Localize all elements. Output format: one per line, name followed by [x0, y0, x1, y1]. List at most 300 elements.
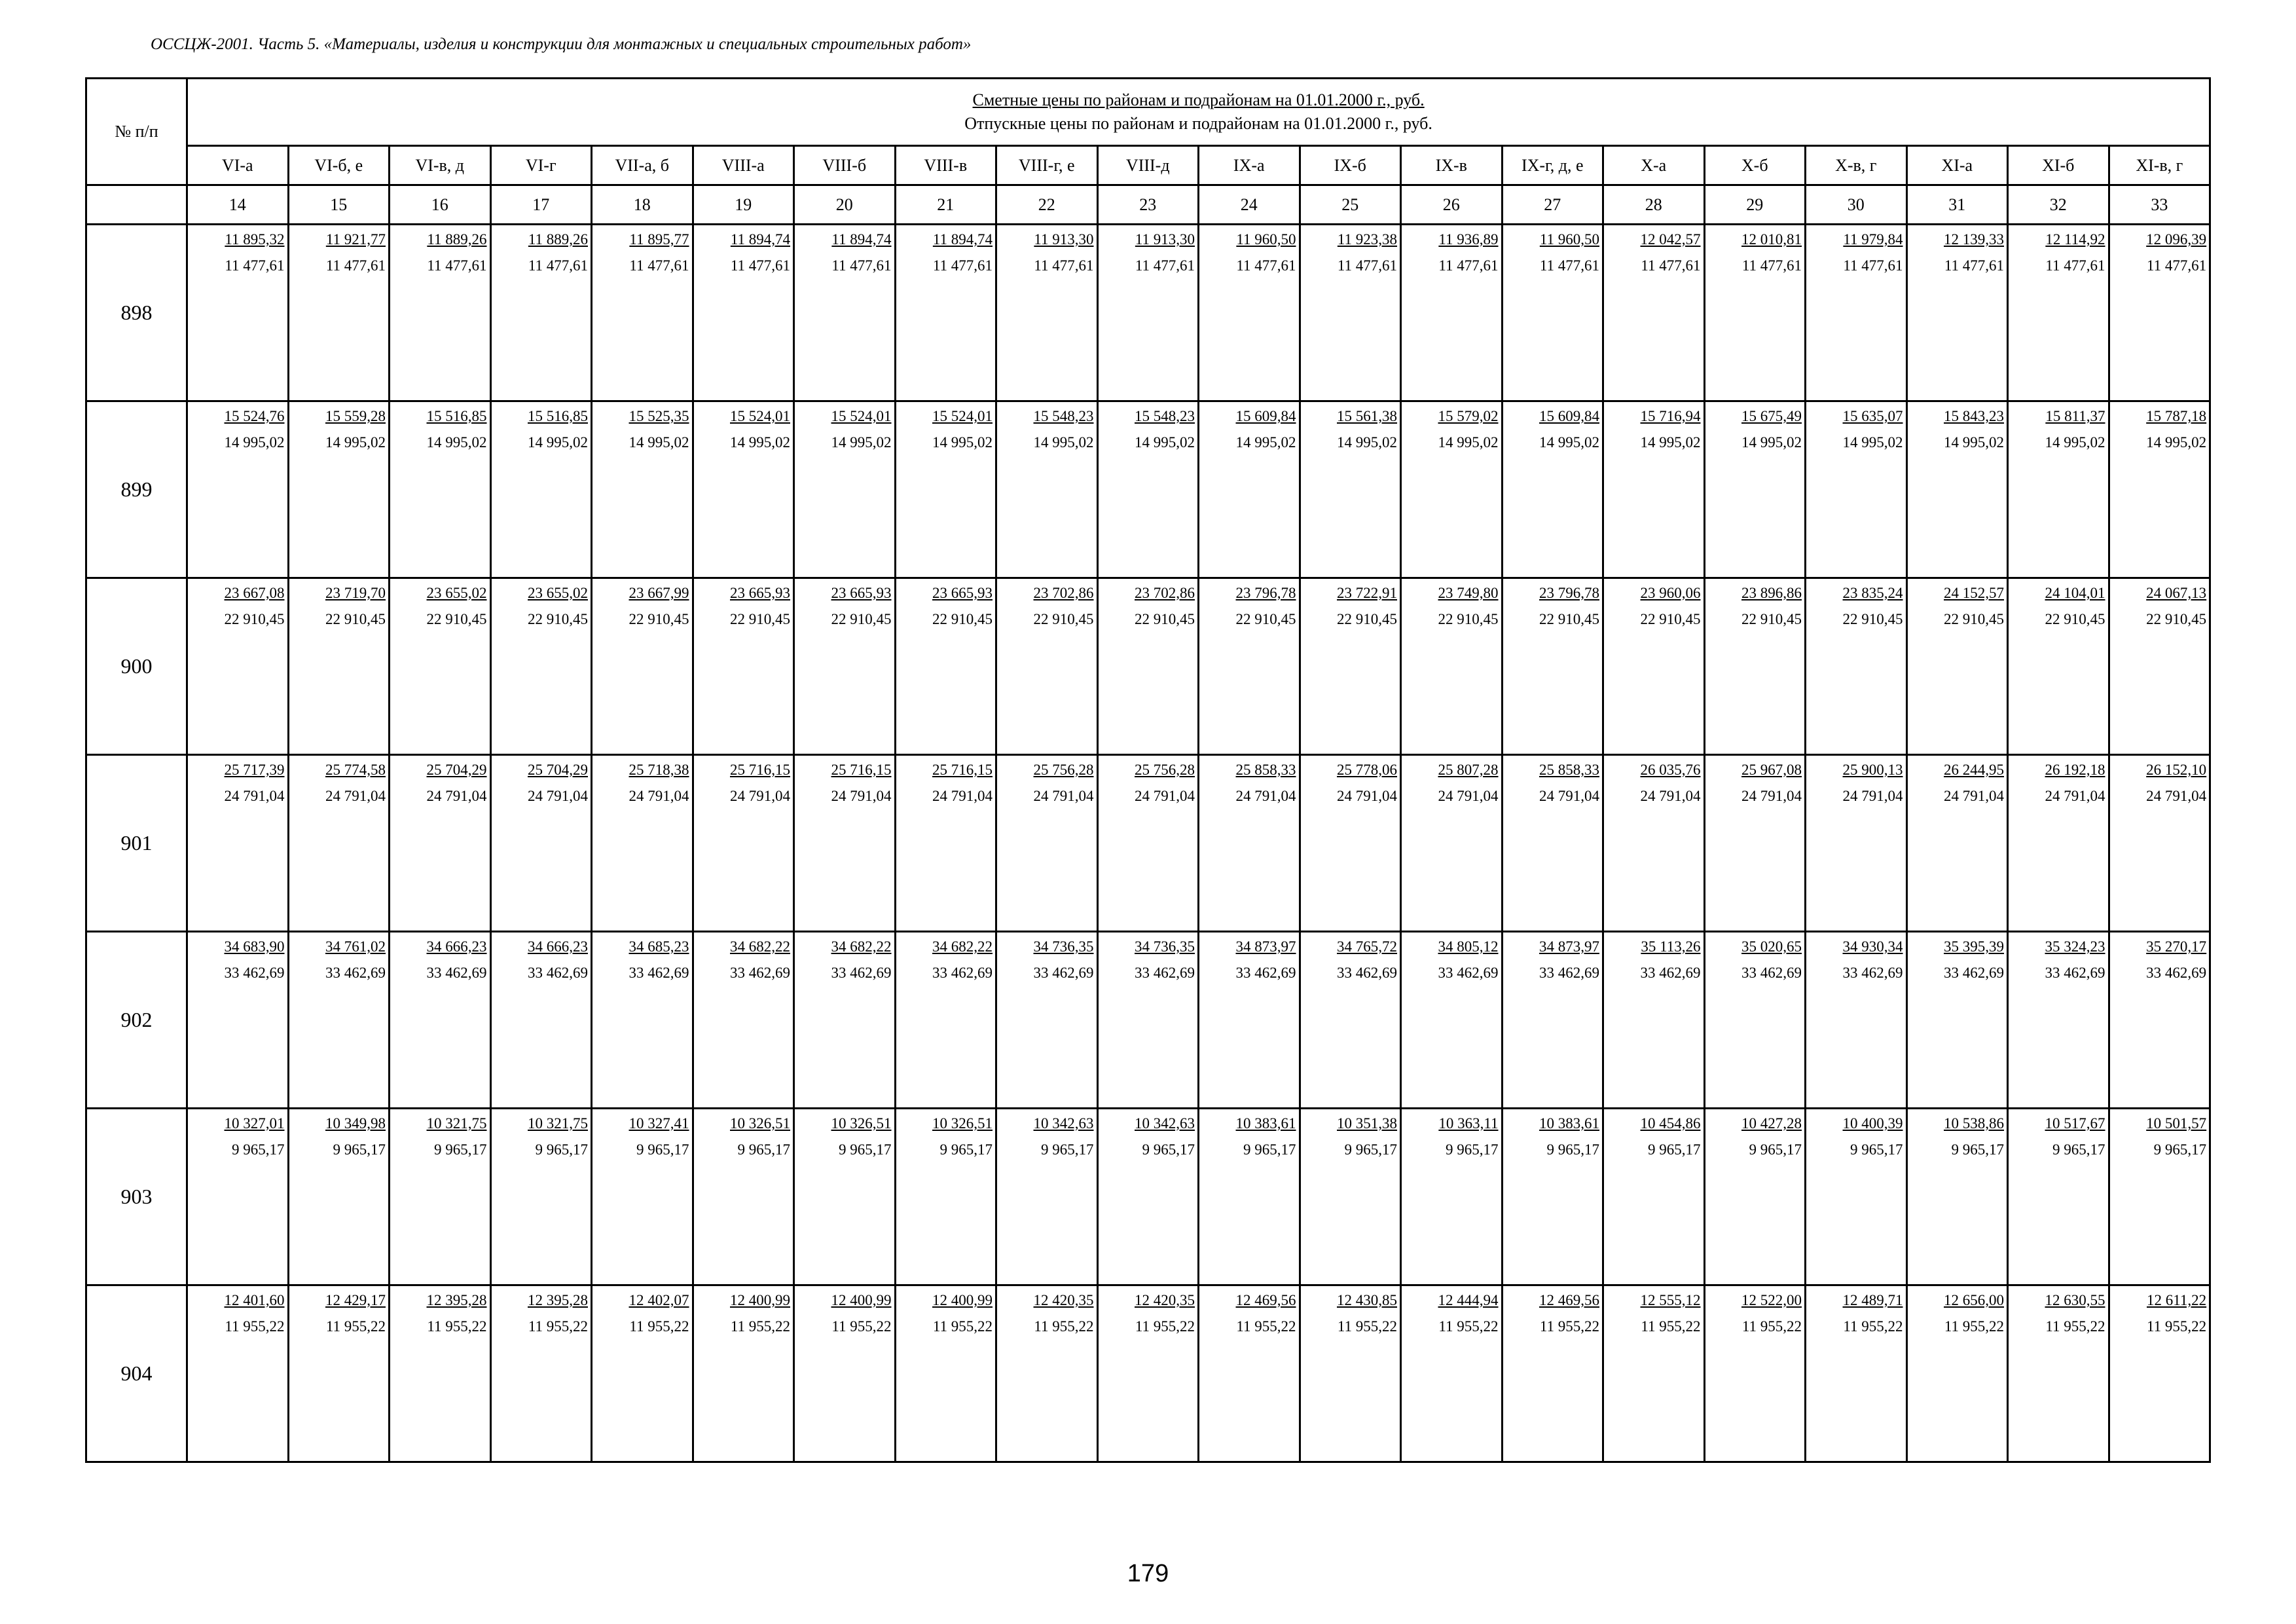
estimate-price: 23 655,02	[426, 585, 487, 601]
column-number: 28	[1603, 185, 1705, 225]
table-body	[86, 225, 2210, 1462]
release-price: 14 995,02	[730, 434, 790, 451]
release-price: 14 995,02	[1033, 434, 1094, 451]
release-price: 14 995,02	[1135, 434, 1195, 451]
price-cell	[1097, 401, 1199, 578]
release-price: 11 955,22	[730, 1318, 790, 1335]
estimate-price: 12 400,99	[932, 1292, 993, 1308]
column-number: 14	[187, 185, 289, 225]
estimate-price: 12 630,55	[2045, 1292, 2105, 1308]
estimate-price: 11 913,30	[1034, 231, 1094, 248]
release-price: 14 995,02	[325, 434, 386, 451]
estimate-price: 12 402,07	[629, 1292, 689, 1308]
release-price: 14 995,02	[1640, 434, 1701, 451]
estimate-price: 11 894,74	[831, 231, 892, 248]
row-number: 904	[86, 1285, 187, 1462]
release-price: 14 995,02	[932, 434, 993, 451]
estimate-price: 26 244,95	[1944, 762, 2004, 778]
release-price: 22 910,45	[2146, 611, 2207, 627]
column-number: 22	[996, 185, 1098, 225]
estimate-price: 35 270,17	[2146, 938, 2207, 955]
estimate-price: 15 787,18	[2146, 408, 2207, 424]
price-cell	[490, 578, 592, 755]
estimate-price: 15 716,94	[1640, 408, 1701, 424]
estimate-price: 24 104,01	[2045, 585, 2105, 601]
estimate-price: 15 843,23	[1944, 408, 2004, 424]
release-price: 11 955,22	[2147, 1318, 2207, 1335]
price-cell	[1603, 401, 1705, 578]
release-price: 33 462,69	[426, 965, 487, 981]
price-cell	[1906, 401, 2008, 578]
estimate-price: 25 756,28	[1135, 762, 1195, 778]
estimate-price: 10 321,75	[426, 1115, 487, 1132]
price-cell	[1704, 1285, 1806, 1462]
estimate-price: 25 774,58	[325, 762, 386, 778]
release-price: 11 477,61	[1944, 257, 2004, 274]
release-price: 22 910,45	[1033, 611, 1094, 627]
region-header: VIII-а	[693, 146, 794, 185]
price-cell	[390, 1109, 491, 1285]
release-price: 24 791,04	[2045, 788, 2105, 804]
release-price: 11 955,22	[1236, 1318, 1296, 1335]
release-price: 11 955,22	[831, 1318, 892, 1335]
region-header: VII-а, б	[592, 146, 693, 185]
estimate-price: 23 796,78	[1235, 585, 1296, 601]
release-price: 11 955,22	[427, 1318, 487, 1335]
price-cell	[1097, 1109, 1199, 1285]
price-cell	[490, 225, 592, 401]
price-cell	[2109, 578, 2210, 755]
column-number: 25	[1300, 185, 1401, 225]
release-price: 33 462,69	[932, 965, 993, 981]
release-price: 33 462,69	[1337, 965, 1397, 981]
price-cell	[895, 401, 996, 578]
estimate-price: 25 704,29	[528, 762, 588, 778]
region-header: VI-г	[490, 146, 592, 185]
release-price: 24 791,04	[1033, 788, 1094, 804]
estimate-price: 11 894,74	[730, 231, 790, 248]
estimate-price: 11 936,89	[1438, 231, 1499, 248]
price-cell	[794, 225, 896, 401]
row-number-header: № п/п	[86, 79, 187, 185]
estimate-price: 10 383,61	[1539, 1115, 1599, 1132]
release-price: 24 791,04	[1640, 788, 1701, 804]
estimate-price: 11 895,77	[629, 231, 689, 248]
price-cell	[996, 755, 1098, 932]
price-cell	[1300, 1109, 1401, 1285]
release-price: 11 955,22	[1337, 1318, 1397, 1335]
price-cell	[2109, 1285, 2210, 1462]
price-cell	[996, 401, 1098, 578]
price-cell	[1401, 755, 1503, 932]
price-cell	[996, 578, 1098, 755]
table-header	[86, 79, 2210, 225]
estimate-price: 34 682,22	[932, 938, 993, 955]
release-price: 11 477,61	[2147, 257, 2207, 274]
release-price: 22 910,45	[1337, 611, 1397, 627]
table-row	[86, 401, 2210, 578]
estimate-price: 11 894,74	[932, 231, 993, 248]
price-cell	[1704, 1109, 1806, 1285]
release-price: 14 995,02	[1337, 434, 1397, 451]
estimate-price: 23 722,91	[1337, 585, 1397, 601]
region-header: IX-г, д, е	[1502, 146, 1603, 185]
estimate-price: 23 702,86	[1135, 585, 1195, 601]
price-cell	[1603, 755, 1705, 932]
price-cell	[1097, 1285, 1199, 1462]
price-cell	[390, 225, 491, 401]
release-price: 33 462,69	[1438, 965, 1499, 981]
price-cell	[1906, 1285, 2008, 1462]
price-cell	[187, 1109, 289, 1285]
estimate-price: 23 702,86	[1033, 585, 1094, 601]
estimate-price: 10 363,11	[1438, 1115, 1499, 1132]
release-price: 11 955,22	[1135, 1318, 1195, 1335]
release-price: 9 965,17	[2052, 1141, 2105, 1158]
release-price: 22 910,45	[224, 611, 285, 627]
release-price: 14 995,02	[1438, 434, 1499, 451]
price-cell	[1906, 225, 2008, 401]
estimate-price: 25 718,38	[629, 762, 689, 778]
release-price: 22 910,45	[629, 611, 689, 627]
estimate-price: 25 716,15	[730, 762, 790, 778]
table-row	[86, 1109, 2210, 1285]
release-price: 9 965,17	[1142, 1141, 1195, 1158]
estimate-price: 15 548,23	[1033, 408, 1094, 424]
release-price: 9 965,17	[232, 1141, 285, 1158]
release-price: 14 995,02	[426, 434, 487, 451]
estimate-price: 11 979,84	[1843, 231, 1903, 248]
release-price: 11 955,22	[1539, 1318, 1599, 1335]
release-price: 24 791,04	[224, 788, 285, 804]
release-price: 11 955,22	[1438, 1318, 1499, 1335]
price-cell	[490, 755, 592, 932]
price-cell	[1603, 932, 1705, 1109]
release-price: 24 791,04	[1944, 788, 2004, 804]
estimate-price: 23 896,86	[1741, 585, 1802, 601]
release-price: 14 995,02	[2146, 434, 2207, 451]
release-price: 9 965,17	[1951, 1141, 2004, 1158]
price-cell	[1199, 1109, 1300, 1285]
estimate-price: 15 609,84	[1539, 408, 1599, 424]
price-cell	[1300, 401, 1401, 578]
estimate-price: 15 635,07	[1842, 408, 1903, 424]
release-price: 24 791,04	[1842, 788, 1903, 804]
estimate-price: 23 749,80	[1438, 585, 1499, 601]
price-cell	[1300, 755, 1401, 932]
estimate-price: 34 666,23	[426, 938, 487, 955]
price-cell	[1401, 578, 1503, 755]
estimate-price: 10 538,86	[1944, 1115, 2004, 1132]
release-price: 11 955,22	[528, 1318, 588, 1335]
release-price: 9 965,17	[1446, 1141, 1499, 1158]
price-cell	[895, 1285, 996, 1462]
release-price: 24 791,04	[1438, 788, 1499, 804]
price-cell	[592, 1285, 693, 1462]
price-cell	[1704, 578, 1806, 755]
release-price: 33 462,69	[1539, 965, 1599, 981]
release-price: 22 910,45	[528, 611, 588, 627]
price-cell	[2008, 755, 2109, 932]
price-cell	[1097, 932, 1199, 1109]
release-price: 24 791,04	[1235, 788, 1296, 804]
price-cell	[490, 1285, 592, 1462]
estimate-price: 10 501,57	[2146, 1115, 2207, 1132]
price-cell	[2008, 225, 2109, 401]
release-price: 9 965,17	[2153, 1141, 2207, 1158]
price-cell	[1502, 1285, 1603, 1462]
estimate-price: 23 835,24	[1842, 585, 1903, 601]
estimate-price: 10 326,51	[730, 1115, 790, 1132]
release-price: 33 462,69	[325, 965, 386, 981]
column-number: 19	[693, 185, 794, 225]
column-number-blank	[86, 185, 187, 225]
release-price: 22 910,45	[932, 611, 993, 627]
estimate-price: 25 716,15	[831, 762, 892, 778]
price-cell	[1097, 225, 1199, 401]
price-cell	[187, 225, 289, 401]
estimate-price-title: Сметные цены по районам и подрайонам на 01.01.2000 г., руб.	[972, 90, 1425, 109]
price-cell	[693, 401, 794, 578]
release-price: 9 965,17	[939, 1141, 993, 1158]
estimate-price: 34 873,97	[1235, 938, 1296, 955]
price-cell	[794, 755, 896, 932]
estimate-price: 10 342,63	[1033, 1115, 1094, 1132]
estimate-price: 15 516,85	[426, 408, 487, 424]
price-cell	[693, 225, 794, 401]
price-cell	[1199, 578, 1300, 755]
price-cell	[1806, 1109, 1907, 1285]
release-price: 33 462,69	[2146, 965, 2207, 981]
estimate-price: 23 796,78	[1539, 585, 1599, 601]
estimate-price: 15 675,49	[1741, 408, 1802, 424]
price-cell	[1906, 932, 2008, 1109]
column-number: 32	[2008, 185, 2109, 225]
estimate-price: 12 522,00	[1741, 1292, 1802, 1308]
column-number: 20	[794, 185, 896, 225]
release-price: 11 477,61	[528, 257, 588, 274]
estimate-price: 15 524,01	[730, 408, 790, 424]
release-price: 22 910,45	[1741, 611, 1802, 627]
price-cell	[1806, 1285, 1907, 1462]
region-header: XI-а	[1906, 146, 2008, 185]
estimate-price: 34 685,23	[629, 938, 689, 955]
price-cell	[490, 932, 592, 1109]
release-price: 11 477,61	[325, 257, 386, 274]
row-number: 903	[86, 1109, 187, 1285]
release-price: 24 791,04	[730, 788, 790, 804]
price-cell	[895, 755, 996, 932]
estimate-price: 12 400,99	[831, 1292, 892, 1308]
estimate-price: 11 889,26	[427, 231, 487, 248]
estimate-price: 23 665,93	[932, 585, 993, 601]
column-number: 15	[288, 185, 390, 225]
release-price: 11 955,22	[1034, 1318, 1094, 1335]
price-cell	[592, 1109, 693, 1285]
price-cell	[2008, 1285, 2109, 1462]
release-price: 9 965,17	[636, 1141, 689, 1158]
release-price: 22 910,45	[1640, 611, 1701, 627]
estimate-price: 15 525,35	[629, 408, 689, 424]
price-cell	[592, 225, 693, 401]
estimate-price: 12 469,56	[1235, 1292, 1296, 1308]
column-number: 27	[1502, 185, 1603, 225]
estimate-price: 12 611,22	[2147, 1292, 2207, 1308]
release-price: 9 965,17	[333, 1141, 386, 1158]
estimate-price: 10 326,51	[932, 1115, 993, 1132]
estimate-price: 34 683,90	[224, 938, 285, 955]
release-price: 11 477,61	[427, 257, 487, 274]
estimate-price: 25 716,15	[932, 762, 993, 778]
price-cell	[1502, 401, 1603, 578]
price-cell	[1502, 932, 1603, 1109]
price-cell	[1300, 578, 1401, 755]
release-price: 22 910,45	[1944, 611, 2004, 627]
estimate-price: 12 429,17	[325, 1292, 386, 1308]
estimate-price: 11 921,77	[325, 231, 386, 248]
release-price: 11 477,61	[730, 257, 790, 274]
estimate-price: 35 395,39	[1944, 938, 2004, 955]
price-cell	[288, 1285, 390, 1462]
region-header: VIII-в	[895, 146, 996, 185]
price-cell	[1097, 755, 1199, 932]
release-price: 33 462,69	[1741, 965, 1802, 981]
price-cell	[1401, 1285, 1503, 1462]
estimate-price: 34 873,97	[1539, 938, 1599, 955]
release-price: 22 910,45	[2045, 611, 2105, 627]
estimate-price: 26 192,18	[2045, 762, 2105, 778]
price-cell	[693, 755, 794, 932]
release-price: 9 965,17	[1648, 1141, 1701, 1158]
price-cell	[895, 578, 996, 755]
release-price: 24 791,04	[2146, 788, 2207, 804]
estimate-price: 11 889,26	[528, 231, 588, 248]
estimate-price: 11 960,50	[1539, 231, 1599, 248]
release-price: 11 477,61	[831, 257, 892, 274]
estimate-price: 12 656,00	[1944, 1292, 2004, 1308]
release-price: 9 965,17	[535, 1141, 588, 1158]
price-cell	[794, 1285, 896, 1462]
price-cell	[592, 755, 693, 932]
estimate-price: 23 667,08	[224, 585, 285, 601]
row-number: 899	[86, 401, 187, 578]
estimate-price: 23 665,93	[730, 585, 790, 601]
estimate-price: 10 351,38	[1337, 1115, 1397, 1132]
price-cell	[390, 401, 491, 578]
estimate-price: 12 096,39	[2146, 231, 2207, 248]
estimate-price: 11 960,50	[1236, 231, 1296, 248]
table-row	[86, 225, 2210, 401]
price-cell	[592, 578, 693, 755]
price-cell	[1906, 578, 2008, 755]
release-price: 11 955,22	[932, 1318, 993, 1335]
region-header: XI-б	[2008, 146, 2109, 185]
release-price: 11 955,22	[629, 1318, 689, 1335]
release-price: 9 965,17	[1850, 1141, 1903, 1158]
release-price: 11 955,22	[1741, 1318, 1802, 1335]
price-cell	[288, 932, 390, 1109]
region-header: VI-б, е	[288, 146, 390, 185]
price-cell	[2008, 401, 2109, 578]
estimate-price: 10 454,86	[1640, 1115, 1701, 1132]
release-price: 33 462,69	[528, 965, 588, 981]
release-price: 11 477,61	[1741, 257, 1802, 274]
price-cell	[390, 578, 491, 755]
release-price: 14 995,02	[1944, 434, 2004, 451]
estimate-price: 12 400,99	[730, 1292, 790, 1308]
release-price: 33 462,69	[2045, 965, 2105, 981]
price-cell	[794, 932, 896, 1109]
price-cell	[1300, 225, 1401, 401]
estimate-price: 34 761,02	[325, 938, 386, 955]
estimate-price: 10 326,51	[831, 1115, 892, 1132]
release-price: 9 965,17	[1546, 1141, 1599, 1158]
estimate-price: 34 736,35	[1135, 938, 1195, 955]
release-price: 33 462,69	[224, 965, 285, 981]
estimate-price: 34 682,22	[831, 938, 892, 955]
estimate-price: 23 667,99	[629, 585, 689, 601]
release-price: 24 791,04	[426, 788, 487, 804]
release-price: 22 910,45	[1235, 611, 1296, 627]
release-price: 11 477,61	[1135, 257, 1195, 274]
estimate-price: 25 900,13	[1842, 762, 1903, 778]
price-cell	[1199, 401, 1300, 578]
release-price: 22 910,45	[730, 611, 790, 627]
region-header: XI-в, г	[2109, 146, 2210, 185]
estimate-price: 12 395,28	[426, 1292, 487, 1308]
price-cell	[1502, 1109, 1603, 1285]
release-price: 11 477,61	[1539, 257, 1599, 274]
estimate-price: 11 913,30	[1135, 231, 1195, 248]
release-price: 22 910,45	[1539, 611, 1599, 627]
release-price: 33 462,69	[1640, 965, 1701, 981]
price-cell	[693, 578, 794, 755]
price-cell	[1806, 932, 1907, 1109]
region-header: VIII-г, е	[996, 146, 1098, 185]
estimate-price: 12 114,92	[2045, 231, 2105, 248]
price-cell	[895, 1109, 996, 1285]
release-price: 9 965,17	[839, 1141, 892, 1158]
release-price: 14 995,02	[1741, 434, 1802, 451]
release-price: 11 477,61	[1337, 257, 1397, 274]
estimate-price: 15 561,38	[1337, 408, 1397, 424]
release-price: 14 995,02	[1842, 434, 1903, 451]
price-cell	[187, 1285, 289, 1462]
price-cell	[1704, 225, 1806, 401]
region-header: IX-б	[1300, 146, 1401, 185]
column-number: 17	[490, 185, 592, 225]
price-cell	[1806, 401, 1907, 578]
release-price: 33 462,69	[1842, 965, 1903, 981]
estimate-price: 26 152,10	[2146, 762, 2207, 778]
estimate-price: 12 401,60	[224, 1292, 285, 1308]
price-cell	[187, 401, 289, 578]
price-cell	[693, 1285, 794, 1462]
estimate-price: 25 858,33	[1539, 762, 1599, 778]
price-cell	[1806, 225, 1907, 401]
price-cell	[996, 1285, 1098, 1462]
release-price: 24 791,04	[831, 788, 892, 804]
price-cell	[1401, 401, 1503, 578]
release-price: 33 462,69	[629, 965, 689, 981]
release-price: 24 791,04	[1337, 788, 1397, 804]
table-row	[86, 755, 2210, 932]
price-cell	[2109, 225, 2210, 401]
release-price: 24 791,04	[1539, 788, 1599, 804]
release-price: 11 955,22	[1843, 1318, 1903, 1335]
price-cell	[1704, 755, 1806, 932]
release-price: 33 462,69	[1033, 965, 1094, 981]
